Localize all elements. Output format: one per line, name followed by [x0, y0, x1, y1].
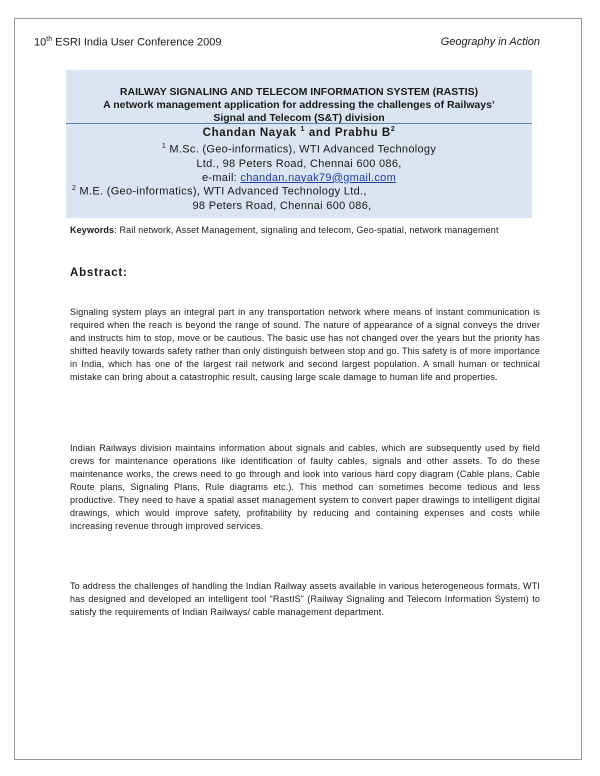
abstract-heading: Abstract:	[70, 267, 128, 279]
affiliation-1-line-1: $^1$ M.Sc. (Geo-informatics), WTI Advanced Technology	[161, 143, 437, 156]
title-line-1: RAILWAY SIGNALING AND TELECOM INFORMATION SYSTEM (RASTIS)	[119, 86, 479, 98]
abstract-paragraph-3: To address the challenges of handling the Indian Railway assets available in various heterogeneous formats, WTI has designed and developed an intelligent tool “RastIS” (Railway Signaling and Telecom Information System) to satisfy the requirements of Indian Railways/ cable management department.	[70, 581, 540, 617]
affiliation-1-email-line: e-mail: chandan.nayak79@gmail.com	[201, 171, 397, 184]
conference-name: 10th ESRI India User Conference 2009	[34, 36, 222, 49]
running-header	[34, 36, 540, 49]
affiliation-1	[66, 140, 532, 185]
abstract-paragraph-1: Signaling system plays an integral part in any transportation network where means of instant communication is required when the reach is beyond the range of sound. The nature of appearance of a signal conveys the driver and instructs him to stop, move or be cautious. The basic use has not changed over the years but the priority has shifted heavily towards safety rather than only distinguish between stop and go. This safety is of more importance in India, which has one of the largest rail network and second largest population. A small human or technical mistake can bring about a catastrophic result, causing large scale damage to human life and properties.	[70, 307, 540, 382]
keywords-text: : Rail network, Asset Management, signaling and telecom, Geo-spatial, network management	[114, 225, 499, 235]
affiliation-2	[72, 182, 532, 213]
keywords	[70, 225, 540, 236]
paper-title	[66, 86, 532, 125]
keywords-label: Keywords	[70, 225, 115, 235]
affiliation-2-line-2: 98 Peters Road, Chennai 600 086,	[192, 199, 372, 212]
author-list: Chandan Nayak $^1$ and Prabhu $B^2$	[202, 126, 396, 139]
abstract-paragraph-2: Indian Railways division maintains information about signals and cables, which are subsequently used by field crews for maintenance operations like identification of faulty cables, signals and other assets. To do these maintenance works, the crews need to go through and look into various hard copy diagram (Cable plans, Cable Route plans, Signaling Plans, Rule diagrams etc.). This method can sometimes become tedious and less productive. They need to have a spatial asset management system to convert paper drawings to intelligent digital drawings, which would improve safety, profitability by reducing and containing expenses and costs while increasing revenue through improved services.	[70, 443, 540, 531]
title-line-3: Signal and Telecom (S&T) division	[213, 112, 385, 124]
header-tagline: Geography in Action	[440, 36, 540, 48]
email-link[interactable]: chandan.nayak79@gmail.com	[240, 171, 397, 184]
affiliation-2-line-1: $^2$ M.E. (Geo-informatics), WTI Advanced Technology Ltd.,	[72, 185, 367, 198]
affiliation-1-line-2: Ltd., 98 Peters Road, Chennai 600 086,	[196, 157, 402, 170]
title-line-2: A network management application for addressing the challenges of Railways’	[103, 99, 495, 111]
